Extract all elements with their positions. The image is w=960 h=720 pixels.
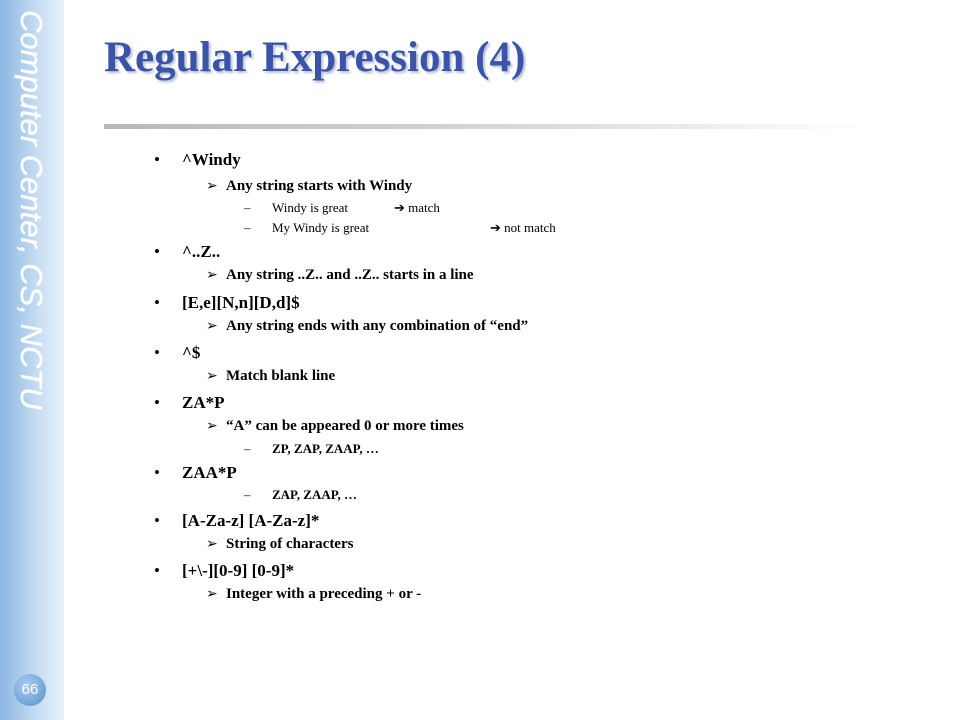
bullet-icon: • — [154, 463, 160, 482]
bullet-blank — [154, 343, 201, 363]
sub-alpha-desc — [206, 536, 354, 553]
example-text: Windy is great — [272, 200, 349, 215]
chevron-icon: ➢ — [206, 179, 218, 194]
description-text: “A” can be appeared 0 or more times — [226, 418, 464, 434]
dash-icon: – — [244, 487, 251, 502]
example-zap — [244, 441, 379, 457]
pattern-label: ZAA*P — [182, 463, 237, 482]
bullet-icon: • — [154, 561, 160, 580]
arrow-right-icon: ➔ — [394, 200, 405, 215]
dash-icon: – — [244, 200, 251, 215]
bullet-windy — [154, 150, 241, 170]
sub-int-desc — [206, 586, 422, 603]
bullet-icon: • — [154, 343, 160, 362]
dash-icon: – — [244, 441, 251, 456]
bullet-icon: • — [154, 511, 160, 530]
pattern-label: ^Windy — [182, 150, 241, 169]
bullet-icon: • — [154, 293, 160, 312]
result-text: not match — [504, 220, 556, 235]
bullet-end — [154, 293, 300, 313]
bullet-int — [154, 561, 295, 581]
chevron-icon: ➢ — [206, 419, 218, 434]
description-text: String of characters — [226, 536, 354, 552]
chevron-icon: ➢ — [206, 369, 218, 384]
bullet-icon: • — [154, 393, 160, 412]
description-text: Any string ..Z.. and ..Z.. starts in a line — [226, 267, 474, 283]
bullet-z — [154, 242, 221, 262]
pattern-label: ^$ — [182, 343, 201, 362]
chevron-icon: ➢ — [206, 587, 218, 602]
sidebar-org-text: Computer Center, CS, NCTU — [14, 10, 49, 410]
description-text: Any string starts with Windy — [226, 178, 413, 194]
description-text: Any string ends with any combination of “end” — [226, 318, 529, 334]
chevron-icon: ➢ — [206, 537, 218, 552]
bullet-zap — [154, 393, 225, 413]
sub-zap-desc — [206, 418, 464, 435]
result-text: match — [408, 200, 440, 215]
sub-blank-desc — [206, 368, 336, 385]
pattern-label: [E,e][N,n][D,d]$ — [182, 293, 300, 312]
example-zaap — [244, 487, 358, 503]
bullet-icon: • — [154, 242, 160, 261]
description-text: Integer with a preceding + or - — [226, 586, 422, 602]
example-windy-2-result — [490, 220, 556, 236]
pattern-label: ZA*P — [182, 393, 225, 412]
bullet-zaap — [154, 463, 237, 483]
sub-z-desc — [206, 267, 474, 284]
bullet-alpha — [154, 511, 320, 531]
bullet-icon: • — [154, 150, 160, 169]
example-windy-1 — [244, 200, 349, 216]
example-text: ZAP, ZAAP, … — [272, 487, 358, 502]
example-text: ZP, ZAP, ZAAP, … — [272, 441, 379, 456]
sub-windy-desc — [206, 178, 413, 195]
chevron-icon: ➢ — [206, 268, 218, 283]
dash-icon: – — [244, 220, 251, 235]
arrow-right-icon: ➔ — [490, 220, 501, 235]
page-number-badge: 66 — [14, 674, 46, 706]
chevron-icon: ➢ — [206, 319, 218, 334]
sub-end-desc — [206, 318, 529, 335]
pattern-label: [+\-][0-9] [0-9]* — [182, 561, 295, 580]
pattern-label: ^..Z.. — [182, 242, 221, 261]
example-windy-2 — [244, 220, 370, 236]
description-text: Match blank line — [226, 368, 336, 384]
slide-title: Regular Expression (4) — [104, 34, 526, 81]
example-text: My Windy is great — [272, 220, 370, 235]
pattern-label: [A-Za-z] [A-Za-z]* — [182, 511, 320, 530]
example-windy-1-result — [394, 200, 440, 216]
